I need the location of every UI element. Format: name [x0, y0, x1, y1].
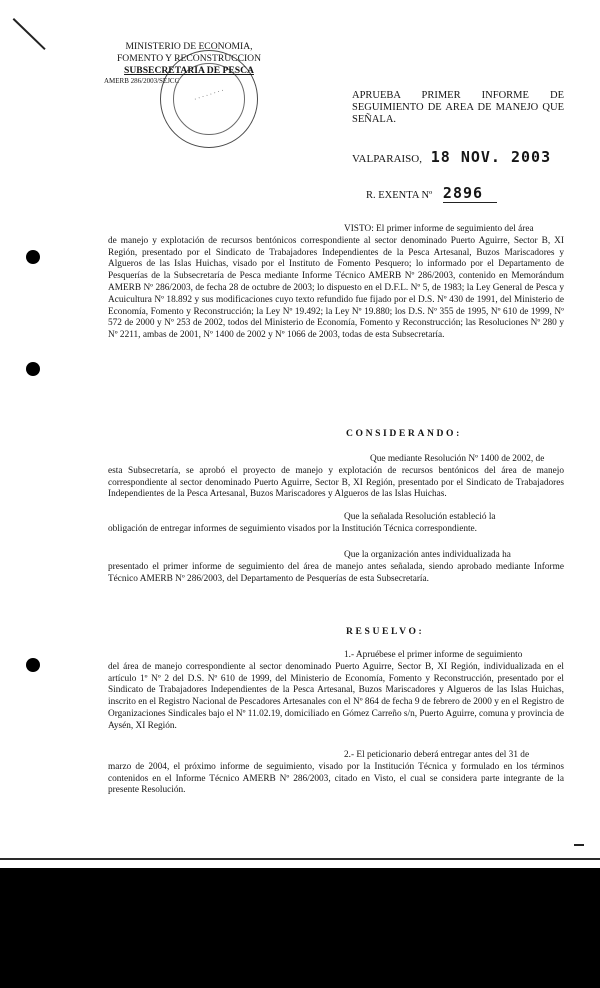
resuelvo-item-1 [108, 650, 564, 733]
date-stamp: 18 NOV. 2003 [430, 148, 552, 166]
subject-summary: APRUEBA PRIMER INFORME DE SEGUIMIENTO DE AREA DE MANEJO QUE SEÑALA. [352, 90, 564, 125]
considerando-2-body: obligación de entregar informes de seguimiento visados por la Institución Técnica correspondiente. [108, 523, 478, 534]
scan-mark [13, 18, 46, 50]
scan-border [0, 868, 600, 988]
resuelvo-item-2 [108, 750, 564, 797]
considerando-1-body: esta Subsecretaría, se aprobó el proyecto de manejo y explotación de recursos bentónicos del área de manejo correspondiente al sector denominado Puerto Aguirre, Sector B, XI Región, presentado por el Sindicato de Trabajadores Independientes de la Pesca Artesanal, Buzos Mariscadores y Algueros de las Islas Huichas. [108, 465, 564, 500]
considerando-item-1 [108, 454, 564, 501]
considerando-item-3 [108, 550, 564, 585]
punch-hole-bottom [26, 658, 40, 672]
ministry-name: MINISTERIO DE ECONOMIA, [125, 41, 253, 52]
resolution-label: R. EXENTA Nº [366, 190, 433, 201]
resuelvo-1-body: del área de manejo correspondiente al sector denominado Puerto Aguirre, Sector B, XI Región, individualizada en el artículo 1º Nº 2 del D.S. Nº 610 de 1999, del Ministerio de Economía, Fomento y Reconstrucción, presentado por el Sindicato de Trabajadores Independientes de la Pesca Artesanal, Buzos Mariscadores y Algueros de las Islas Huichas, inscrito en el Registro Nacional de Pescadores Artesanales con el Nº 864 de fecha 9 de febrero de 2000 y en el Registro de Organizaciones Sindicales bajo el Nº 11.02.19, domiciliado en Gómez Carreño s/n, Puerto Aguirre, comuna y provincia de Aysén, XI Región. [108, 661, 564, 731]
considerando-item-2 [108, 512, 564, 536]
considerando-heading: CONSIDERANDO: [346, 428, 462, 439]
considerando-3-first: Que la organización antes individualizada ha [344, 550, 511, 560]
ministry-name-cont: FOMENTO Y RECONSTRUCCION [116, 53, 262, 64]
visto-body: de manejo y explotación de recursos bentónicos correspondiente al sector denominado Puerto Aguirre, Sector B, XI Región, presentado por el Sindicato de Trabajadores Independientes de la Pesca Artesanal, Buzos Mariscadores y Algueros de las Islas Huichas, visado por el Instituto de Fomento Pesquero; lo informado por el Departamento de Pesquerías de la Subsecretaría de Pesca mediante Informe Técnico AMERB Nº 286/2003, contenido en Memorándum AMERB Nº 286/2003, de fecha 28 de octubre de 2003; lo dispuesto en el D.F.L. Nº 5, de 1983; la Ley General de Pesca y Acuicultura Nº 18.892 y sus modificaciones cuyo texto refundido fue fijado por el D.S. Nº 430 de 1991, del Ministerio de Economía, Fomento y Reconstrucción; la Ley Nº 19.492; la Ley Nº 19.880; los D.S. Nº 355 de 1995, Nº 610 de 1999, Nº 572 de 2000 y Nº 253 de 2002, todos del Ministerio de Economía, Fomento y Reconstrucción; las Resoluciones Nº 280 y Nº 2211, ambas de 2001, Nº 1400 de 2002 y Nº 1066 de 2003, todas de esta Subsecretaría. [108, 235, 564, 341]
considerando-3-body: presentado el primer informe de seguimiento del área de manejo antes señalada, siendo aprobado mediante Informe Técnico AMERB Nº 286/2003, del Departamento de Pesquerías de esta Subsecretaría. [108, 561, 564, 584]
subsecretaria-name: SUBSECRETARIA DE PESCA [124, 65, 254, 76]
visto-paragraph [108, 224, 564, 342]
punch-hole-middle [26, 362, 40, 376]
date-line [352, 148, 551, 166]
resuelvo-1-first: 1.- Apruébese el primer informe de seguimiento [344, 650, 523, 660]
punch-hole-top [26, 250, 40, 264]
document-code: AMERB 286/2003/SEJCC [104, 77, 180, 85]
resolution-number: 2896 [443, 184, 497, 203]
letterhead [104, 41, 274, 86]
resuelvo-2-first: 2.- El peticionario deberá entregar antes del 31 de [344, 750, 530, 760]
resuelvo-2-body: marzo de 2004, el próximo informe de seguimiento, visado por la Institución Técnica y formulado en los términos contenidos en el Informe Técnico AMERB Nº 286/2003, citado en Visto, el cual se considera parte integrante de la presente Resolución. [108, 761, 564, 796]
considerando-2-first: Que la señalada Resolución estableció la [344, 512, 496, 522]
place: VALPARAISO, [352, 153, 422, 165]
scan-mark-bottom [574, 844, 584, 846]
resuelvo-heading: RESUELVO: [346, 626, 425, 637]
official-seal-stamp: · · · · · · · · [160, 50, 258, 148]
resolution-line [366, 184, 497, 203]
visto-first-line: VISTO: El primer informe de seguimiento del área [344, 224, 534, 234]
considerando-1-first: Que mediante Resolución Nº 1400 de 2002, de [370, 454, 545, 464]
scan-edge-line [0, 858, 600, 860]
